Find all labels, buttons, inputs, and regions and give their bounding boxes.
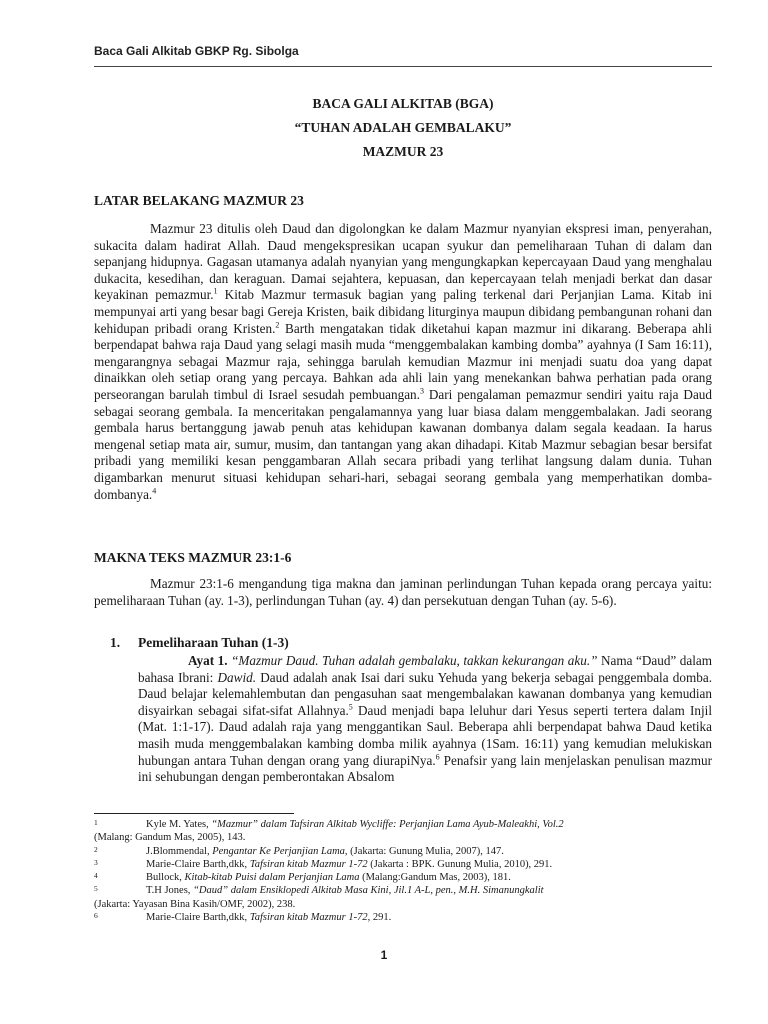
footnote-author: Kyle M. Yates, [146,819,212,830]
paragraph-text: Barth mengatakan tidak diketahui kapan mazmur ini dikarang. Beberapa ahli berpendapat bahwa raja Daud yang selagi masih muda “menggembalakan kambing domba” ayahnya (I Sam 16:11), mengarangnya sebagai Mazmur raja, sehingga barulah kemudian Mazmur ini menjadi suatu doa yang dapat dinaikkan oleh setiap orang yang percaya. Bahkan ada ahli lain yang menekankan bahwa perhatian pada orang perseorangan barulah timbul di Israel sesudah pembuangan. [94,320,712,402]
paragraph-ayat-1 [138,653,712,786]
footnote-author: J.Blommendal, [146,845,213,857]
footnote-pub: (Jakarta : BPK. Gunung Mulia, 2010), 291. [367,858,553,870]
subsection-heading-pemeliharaan [110,635,289,651]
footnote-ref[interactable]: 1 [213,286,218,296]
footnote-text [94,871,712,884]
footnote-ref[interactable]: 2 [275,320,280,330]
footnote-number: 6 [94,911,98,921]
section-heading-latar-belakang: LATAR BELAKANG MAZMUR 23 [94,193,304,208]
footnote-title: Pengantar Ke Perjanjian Lama [212,845,345,857]
footnote-item [94,871,712,884]
footnote-text [94,858,712,871]
page-number: 1 [380,948,388,962]
footnote-title: “Daud” dalam Ensiklopedi Alkitab Masa Kini, Jil.1 A-L, pen., M.H. Simanungkalit [193,885,544,897]
hebrew-name: Dawid. [217,669,256,685]
footnote-text [94,845,712,858]
footnote-text [94,818,712,831]
footnote-item [94,845,712,858]
ayat-label [138,653,228,668]
section-heading-makna-teks: MAKNA TEKS MAZMUR 23:1-6 [94,550,292,565]
subsection-title: Pemeliharaan Tuhan (1-3) [138,635,289,650]
paragraph-text: Penafsir yang lain menjelaskan penulisan mazmur ini sehubungan dengan pemberontakan Absalom [138,752,712,785]
footnote-number: 3 [94,857,98,867]
footnote-author: T.H Jones, [146,885,194,897]
footnote-text [94,911,712,924]
footnote-title: Tafsiran kitab Mazmur 1-72 [249,858,368,870]
footnote-ref[interactable]: 3 [419,386,424,396]
paragraph-text: Mazmur 23 ditulis oleh Daud dan digolongkan ke dalam Mazmur nyanyian ekspresi iman, penyerahan, sukacita dalam hadirat Allah. Daud mengekspresikan ucapan syukur dan pemeliharaan Tuhan di dalam dan sepanjang hidupnya. Gagasan utamanya adalah nyanyian yang mengungkapkan kepercayaan Daud yang menghalau dukacita, kesedihan, dan keraguan. Damai sejahtera, kepuasan, dan kepercayaan telah menjadi berkat dan dasar keyakinan pemazmur. [94,221,712,303]
title-line-1: BACA GALI ALKITAB (BGA) [312,96,494,111]
paragraph-text: Dari pengalaman pemazmur sendiri yaitu raja Daud sebagai seorang gembala. Ia menceritakan pengalamannya yang luar biasa dalam menggembalakan. Jadi seorang gembala harus bertanggung jawab penuh atas kehidupan kawanan dombanya dalam segala keadaan. Ia harus mengenal setiap mata air, sumur, musim, dan tantangan yang akan dihadapi. Kitab Mazmur sebagian besar bersifat pribadi yang memiliki kesan penggambaran Allah secara pribadi yang terlihat langsung dalam dunia. Tuhan digambarkan menurut situasi kehidupan sehari-hari, sebagai seorang gembala yang memperhatikan domba-dombanya. [94,386,712,502]
paragraph-text: Daud menjadi bapa leluhur dari Yesus seperti tertera dalam Injil (Mat. 1:1-17). Daud adalah raja yang menggantikan Saul. Beberapa ahli berpendapat bahwa Daud ketika masih muda menggembalakan kambing domba milik ayahnya (1Sam. 16:11) yang kemudian melukiskan hubungan antara Tuhan dengan orang yang diurapiNya. [138,702,712,768]
paragraph-latar-belakang [94,221,712,503]
header-rule [94,66,712,67]
title-line-3: MAZMUR 23 [362,144,444,159]
paragraph-text: Nama “Daud” dalam bahasa Ibrani: [138,653,713,685]
ayat-label-text: Ayat 1. [188,653,228,668]
footnote-author: Marie-Claire Barth,dkk, [146,912,250,924]
footnote-continuation: (Jakarta: Yayasan Bina Kasih/OMF, 2002), 238. [94,898,296,910]
footnote-text [94,884,712,897]
footnote-number: 5 [94,884,98,894]
footnote-number: 2 [94,844,98,854]
paragraph-text: Daud adalah anak Isai dari suku Yehuda yang bekerja sebagai penggembala domba. Daud belajar kelemahlembutan dan pengasuhan saat mengembalakan kawanan dombanya yang kemudian disyairkan sebagai sifat-sifat Allahnya. [138,669,712,718]
footnote-item [94,884,712,911]
footnote-continuation: (Malang: Gandum Mas, 2005), 143. [94,832,246,844]
footnote-ref[interactable]: 5 [348,702,353,712]
footnote-separator [94,813,294,814]
footnote-number: 4 [94,871,98,881]
ayat-quote: “Mazmur Daud. Tuhan adalah gembalaku, takkan kekurangan aku.” [231,653,598,668]
running-header: Baca Gali Alkitab GBKP Rg. Sibolga [94,44,299,58]
footnote-pub: , 291. [367,912,392,924]
title-block [94,92,712,164]
footnote-ref[interactable]: 6 [435,752,440,762]
footnote-pub: (Malang:Gandum Mas, 2003), 181. [359,872,511,884]
footnote-title: “Mazmur” dalam Tafsiran Alkitab Wycliffe: Perjanjian Lama Ayub-Maleakhi, Vol.2 [211,819,564,830]
footnote-item [94,858,712,871]
footnote-item [94,911,712,924]
subsection-number: 1. [110,635,121,650]
footnotes [94,818,712,924]
footnote-author: Bullock, [146,872,185,884]
footnote-number: 1 [94,818,98,827]
footnote-pub: , (Jakarta: Gunung Mulia, 2007), 147. [344,845,504,857]
paragraph-makna-teks: Mazmur 23:1-6 mengandung tiga makna dan jaminan perlindungan Tuhan kepada orang percaya yaitu: pemeliharaan Tuhan (ay. 1-3), perlindungan Tuhan (ay. 4) dan persekutuan dengan Tuhan (ay. 5-6). [94,576,712,608]
title-line-2: “TUHAN ADALAH GEMBALAKU” [294,120,512,135]
footnote-author: Marie-Claire Barth,dkk, [146,858,250,870]
paragraph-text: Kitab Mazmur termasuk bagian yang paling terkenal dari Perjanjian Lama. Kitab ini mempunyai arti yang besar bagi Gereja Kristen, baik dibidang liturginya maupun dibidang pembangunan rohani dan kehidupan pribadi orang Kristen. [94,287,712,336]
footnote-item [94,818,712,845]
footnote-ref[interactable]: 4 [152,486,157,496]
footnote-title: Kitab-kitab Puisi dalam Perjanjian Lama [184,872,360,884]
footnote-title: Tafsiran kitab Mazmur 1-72 [249,912,368,924]
